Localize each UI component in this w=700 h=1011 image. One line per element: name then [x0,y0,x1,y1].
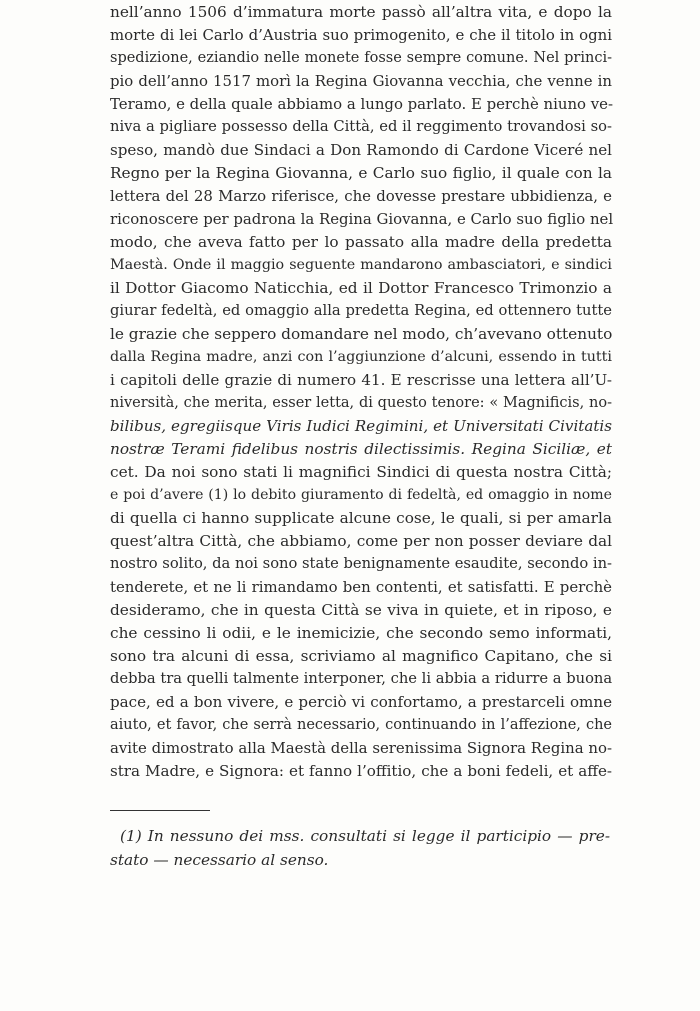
text-line: dalla Regina madre, anzi con l’aggiunzione d’alcuni, essendo in tutti [110,349,612,365]
text-line: Regno per la Regina Giovanna, e Carlo suo figlio, il quale con la [110,164,612,182]
text-line: speso, mandò due Sindaci a Don Ramondo di Cardone Viceré nel [110,141,612,159]
text-line: il Dottor Giacomo Naticchia, ed il Dottor Francesco Trimonzio a [110,279,612,297]
text-line: niversità, che merita, esser letta, di questo tenore: « Magnificis, no- [110,395,612,411]
text-line: e poi d’avere (1) lo debito giuramento di fedeltà, ed omaggio in nome [110,487,612,503]
footnote-line: (1) In nessuno dei mss. consultati si legge il participio — pre- [120,827,610,845]
text-line: cet. Da noi sono stati li magnifici Sindici di questa nostra Città; [110,463,612,481]
text-line: pace, ed a bon vivere, e perciò vi confortamo, a prestarceli omne [110,693,612,711]
text-line: lettera del 28 Marzo riferisce, che dovesse prestare ubbidienza, e [110,187,612,205]
text-line: bilibus, egregiisque Viris Iudici Regimini, et Universitati Civitatis [110,417,612,435]
text-line: Maestà. Onde il maggio seguente mandarono ambasciatori, e sindici [110,257,612,273]
text-line: che cessino li odii, e le inemicizie, che secondo semo informati, [110,624,612,642]
text-line: giurar fedeltà, ed omaggio alla predetta Regina, ed ottennero tutte [110,302,612,319]
text-line: di quella ci hanno supplicate alcune cose, le quali, si per amarla [110,509,612,527]
text-line: sono tra alcuni di essa, scriviamo al magnifico Capitano, che si [110,647,612,665]
text-line: aiuto, et favor, che serrà necessario, continuando in l’affezione, che [110,717,612,733]
text-line: desideramo, che in questa Città se viva in quiete, et in riposo, e [110,601,612,619]
text-line: morte di lei Carlo d’Austria suo primogenito, e che il titolo in ogni [110,26,612,44]
footnote-separator [110,810,210,811]
text-line: Teramo, e della quale abbiamo a lungo parlato. E perchè niuno ve- [110,95,614,113]
text-line: modo, che aveva fatto per lo passato alla madre della predetta [110,233,612,251]
text-line: quest’altra Città, che abbiamo, come per non posser deviare dal [110,532,612,550]
text-line: avite dimostrato alla Maestà della serenissima Signora Regina no- [110,739,612,757]
text-line: pio dell’anno 1517 morì la Regina Giovanna vecchia, che venne in [110,72,612,90]
text-line: debba tra quelli talmente interponer, che li abbia a ridurre a buona [110,670,613,687]
text-line: niva a pigliare possesso della Città, ed il reggimento trovandosi so- [110,118,612,135]
text-line: i capitoli delle grazie di numero 41. E rescrisse una lettera all’U- [110,371,612,389]
text-line: nostro solito, da noi sono state benignamente esaudite, secondo in- [110,555,612,572]
text-line: spedizione, eziandio nelle monete fosse sempre comune. Nel princi- [110,50,612,66]
text-line: riconoscere per padrona la Regina Giovanna, e Carlo suo figlio nel [110,210,614,228]
text-line: tenderete, et ne li rimandamo ben contenti, et satisfatti. E perchè [110,578,612,596]
text-line: nostræ Terami fidelibus nostris dilectissimis. Regina Siciliæ, et [110,440,612,458]
text-line: nell’anno 1506 d’immatura morte passò all’altra vita, e dopo la [110,3,612,21]
text-line: le grazie che seppero domandare nel modo, ch’avevano ottenuto [110,325,613,343]
footnote-line: stato — necessario al senso. [110,851,329,869]
text-line: stra Madre, e Signora: et fanno l’offitio, che a boni fedeli, et affe- [110,762,612,780]
